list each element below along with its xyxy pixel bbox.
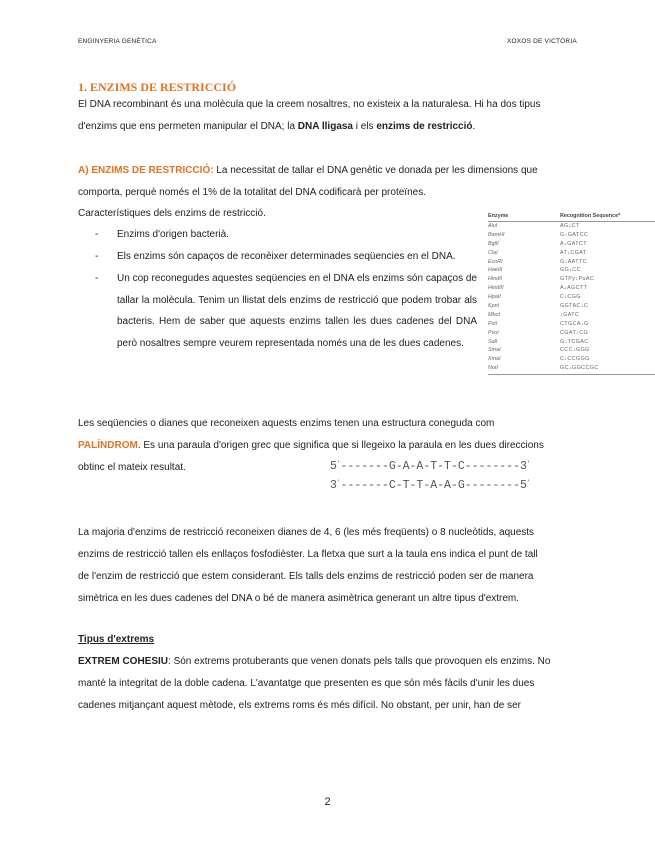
palindrome-line-2 [78,440,544,451]
characteristics-title: Característiques dels enzims de restricció. [78,208,266,219]
recognition-sequence: AG↓CT [560,223,580,229]
enzyme-name: BamHI [488,231,505,238]
enzyme-name: SmaI [488,347,501,354]
enzyme-row [488,311,655,320]
majority-line-4: simètrica en les dues cadenes del DNA o bé de manera asimètrica generant un altre tipus d'extrem. [78,593,520,604]
bullet-3: Un cop reconegudes aquestes seqüencies en el DNA els enzims són capaços de tallar la molècula. Tenim un llistat dels enzims de restricció que podem trobar als bacteris. Hem de saber que aquests enzims tallen les dues cadenes del DNA però nosaltres sempre veurem representada només una de les dues cadenes. [117,273,477,349]
enzyme-name: EcoRI [488,258,503,265]
enzyme-name: XmaI [488,356,501,363]
sequence-col-header: Recognition Sequence* [560,213,621,219]
part-a-text-1: La necessitat de tallar el DNA genètic ve donada per les dimensions que [213,165,538,176]
seq1-start: 5 [330,460,337,473]
intro-line-2 [78,121,475,132]
recognition-sequence: AT↓CGAT [560,249,587,256]
palindrome-line-3: obtinc el mateix resultat. [78,462,186,473]
enzyme-row [488,346,655,355]
enzyme-name: HaeIII [488,267,503,274]
enzyme-row [488,364,655,373]
enzyme-name: AluI [488,223,498,229]
recognition-sequence: GG↓CC [560,267,581,274]
enzyme-name: SalI [488,338,498,345]
recognition-sequence: GC↓GGCCGC [560,365,599,372]
page-number: 2 [324,796,331,808]
intro-text-c: i els [353,121,377,132]
palindrome-text-2: . Es una paraula d'origen grec que significa que si llegeixo la paraula en les dues direccions [137,440,544,451]
enzyme-name: HindII [488,276,503,283]
bullet-dash-3: - [95,273,99,284]
enzyme-row [488,240,655,249]
enzyme-row [488,222,655,231]
part-a-heading: A) ENZIMS DE RESTRICCIÓ: [78,165,214,176]
seq1-body: -------G-A-A-T-T-C-------- [340,460,520,473]
majority-line-1: La majoria d'enzims de restricció reconeixen dianes de 4, 6 (les més freqüents) o 8 nucleòtids, aquests [78,527,535,538]
extrems-line-3: cadenes mitjançant aquest mètode, els extrems roms és més difícil. No obstant, per unir, han de ser [78,700,521,711]
seq2-body: -------C-T-T-A-A-G-------- [340,479,520,492]
bullet-dash-1: - [95,229,99,240]
recognition-sequence: CTGCA↓G [560,320,589,327]
recognition-sequence: GTPy↓PuAC [560,276,595,283]
enzyme-row [488,284,655,293]
palindrome-word: PALÍNDROM [78,440,138,451]
enzyme-name: PstI [488,320,498,327]
recognition-sequence: G↓GATCC [560,231,589,238]
recognition-sequence: CCC↓GGG [560,347,590,354]
intro-text-e: . [472,121,476,132]
palindrome-line-1: Les seqüencies o dianes que reconeixen aquests enzims tenen una estructura coneguda com [78,418,495,429]
seq1-end: 3 [519,460,527,473]
majority-line-2: enzims de restricció tallen els enllaços fosfodièster. La fletxa que surt a la taula ens indica el punt de tall [78,549,538,560]
enzyme-name: KpnI [488,303,500,310]
header-left: ENGINYERIA GENÈTICA [78,38,157,45]
enzyme-row [488,258,655,267]
enzyme-name: NotI [488,365,498,372]
bullet-2: Els enzims són capaços de reconèixer determinades seqüencies en el DNA. [117,251,456,262]
recognition-sequence: G↓AATTC [560,258,587,265]
enzyme-name: MboI [488,311,500,318]
intro-line-1: El DNA recombinant és una molècula que la creem nosaltres, no existeix a la naturalesa. Hi ha dos tipus [78,99,541,110]
enzyme-row [488,231,655,240]
enzyme-name: HpaII [488,294,501,301]
enzyme-row [488,302,655,311]
enzyme-row [488,249,655,258]
recognition-sequence: GGTAC↓C [560,303,589,310]
recognition-sequence: C↓CGG [560,294,581,301]
recognition-sequence: CGAT↓CG [560,329,589,336]
seq2-start: 3 [330,479,337,492]
header-right: XOXOS DE VICTÒRIA [507,38,577,45]
extrems-line-2: manté la integritat de la doble cadena. L'avantatge que presenten es que són més fàcils d'unir les dues [78,678,535,689]
enzyme-name: HindIII [488,285,504,292]
dna-lligasa: DNA lligasa [297,121,353,132]
enzyme-table-bottom-rule [488,374,655,375]
part-a-line-2: comporta, perquè només el 1% de la totalitat del DNA codificarà per proteïnes. [78,187,426,198]
extrems-line-1 [78,656,550,667]
part-a-line-1 [78,165,538,176]
recognition-sequence: ↓GATC [560,311,580,318]
enzyme-name: ClaI [488,249,498,256]
seq2-end: 5 [519,479,527,492]
enzyme-table-header [488,213,655,222]
enzyme-row [488,320,655,329]
recognition-sequence: C↓CCGGG [560,356,590,363]
extrems-heading: Tipus d'extrems [78,634,155,645]
recognition-sequence: G↓TCGAC [560,338,589,345]
bullet-dash-2: - [95,251,99,262]
intro-text-a: d'enzims que ens permeten manipular el DNA; la [78,121,298,132]
enzyme-row [488,266,655,275]
enzyme-name: BglII [488,240,499,247]
enzyme-row [488,355,655,364]
enzims-restriccio-bold: enzims de restricció [376,121,473,132]
majority-line-3: de l'enzim de restricció que estem considerant. Els talls dels enzims de restricció poden ser de manera [78,571,534,582]
enzyme-table [488,213,655,375]
sequence-top-strand: 5'-------G-A-A-T-T-C--------3' [330,460,531,473]
sequence-bottom-strand: 3'-------C-T-T-A-A-G--------5' [330,479,531,492]
extrems-text-1: : Són extrems protuberants que venen donats pels talls que provoquen els enzims. No [168,656,551,667]
recognition-sequence: A↓AGCTT [560,285,588,292]
section-title: 1. ENZIMS DE RESTRICCIÓ [78,80,237,94]
enzyme-row [488,338,655,347]
recognition-sequence: A↓GATCT [560,240,587,247]
enzyme-row [488,329,655,338]
enzyme-row [488,293,655,302]
enzyme-row [488,275,655,284]
enzyme-name: PvuI [488,329,499,336]
enzyme-col-header: Enzyme [488,213,509,219]
extrem-cohesiu-label: EXTREM COHESIU [78,656,169,667]
bullet-1: Enzims d'origen bacterià. [117,229,229,240]
enzyme-table-body [488,222,655,373]
